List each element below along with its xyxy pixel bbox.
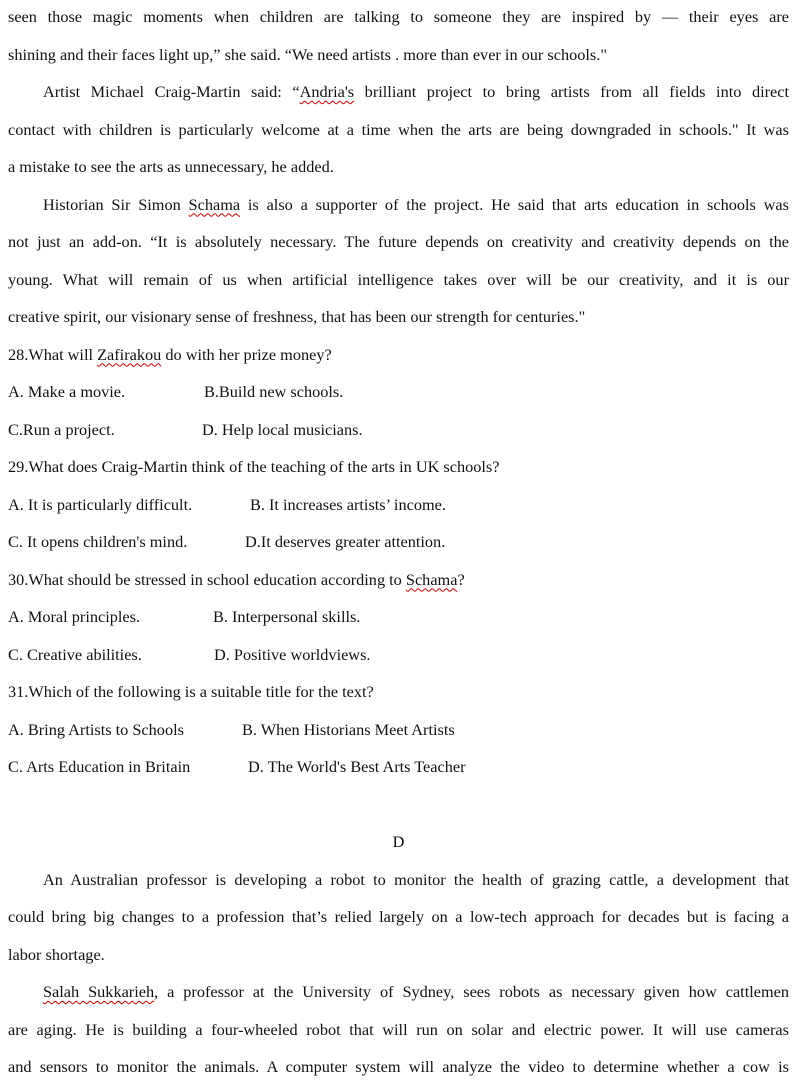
text-line: a mistake to see the arts as unnecessary, he added.: [8, 157, 334, 176]
text-span: do with her prize money?: [161, 344, 332, 364]
option-d[interactable]: D.It deserves greater attention.: [245, 532, 446, 551]
passage-c-paragraph-3: [8, 186, 789, 336]
text-span: 30.What should be stressed in school education according to: [8, 569, 406, 589]
question-item: [8, 336, 789, 449]
text-line: contact with children is particularly welcome at a time when the arts are being downgraded in schools." It was: [8, 119, 789, 139]
text-span: Historian Sir Simon: [43, 194, 189, 214]
option-a[interactable]: A. It is particularly difficult.: [8, 494, 193, 514]
option-row: [8, 411, 789, 449]
option-d[interactable]: D. Help local musicians.: [202, 419, 363, 439]
option-c[interactable]: C. It opens children's mind.: [8, 532, 188, 551]
text-line: young. What will remain of us when artificial intelligence takes over will be our creativity, and it is our: [8, 269, 789, 289]
text-line: not just an add-on. “It is absolutely necessary. The future depends on creativity and creativity depends on the: [8, 232, 789, 251]
option-a[interactable]: A. Moral principles.: [8, 607, 141, 626]
option-c[interactable]: C. Creative abilities.: [8, 644, 142, 664]
text-line: could bring big changes to a profession that’s relied largely on a low-tech approach for decades but is facing a: [8, 907, 789, 926]
option-row: [8, 598, 789, 636]
option-d[interactable]: D. The World's Best Arts Teacher: [248, 757, 466, 776]
text-span: ?: [457, 569, 465, 589]
text-line: are aging. He is building a four-wheeled robot that will run on solar and electric power. It will use cameras: [8, 1019, 789, 1039]
text-line: seen those magic moments when children are talking to someone they are inspired by — their eyes are: [8, 7, 789, 26]
document-page: [8, 0, 789, 1086]
text-span: 31.Which of the following is a suitable title for the text?: [8, 682, 374, 701]
option-row: [8, 373, 789, 411]
option-b[interactable]: B. Interpersonal skills.: [213, 607, 361, 626]
text-line: [8, 73, 789, 111]
marked-name: Zafirakou: [97, 344, 162, 364]
text-span: brilliant project to bring artists from all fields into direct: [354, 82, 790, 101]
text-line: labor shortage.: [8, 944, 105, 964]
text-span: 29.What does Craig-Martin think of the teaching of the arts in UK schools?: [8, 457, 500, 476]
passage-c-paragraph-2: [8, 73, 789, 186]
passage-d-paragraph-2: [8, 973, 789, 1086]
text-span: , a professor at the University of Sydney, sees robots as necessary given how cattlemen: [154, 982, 789, 1001]
marked-name: Schama: [405, 569, 458, 589]
question-stem: [8, 448, 789, 486]
text-line: creative spirit, our visionary sense of freshness, that has been our strength for centuries.": [8, 307, 586, 326]
text-line: shining and their faces light up,” she said. “We need artists . more than ever in our schools.": [8, 44, 607, 64]
option-row: [8, 486, 789, 524]
text-line: An Australian professor is developing a robot to monitor the health of grazing cattle, a development that: [43, 869, 789, 889]
option-row: [8, 523, 789, 561]
question-stem: [8, 561, 789, 599]
option-row: [8, 711, 789, 749]
question-item: [8, 561, 789, 674]
marked-name: Schama: [188, 194, 241, 214]
text-span: Artist Michael Craig-Martin said: “: [43, 82, 300, 101]
option-b[interactable]: B. When Historians Meet Artists: [242, 719, 455, 739]
marked-name: Andria's: [299, 82, 355, 101]
option-b[interactable]: B. It increases artists’ income.: [250, 494, 446, 514]
question-stem: [8, 336, 789, 374]
question-item: [8, 448, 789, 561]
option-a[interactable]: A. Bring Artists to Schools: [8, 719, 184, 739]
text-line: [8, 973, 789, 1011]
section-heading: D: [392, 832, 405, 851]
option-row: [8, 748, 789, 786]
option-c[interactable]: C. Arts Education in Britain: [8, 757, 191, 776]
marked-name: Salah Sukkarieh: [43, 982, 155, 1001]
question-item: [8, 673, 789, 786]
text-span: is also a supporter of the project. He said that arts education in schools was: [240, 194, 789, 214]
passage-c-paragraph-1: [8, 0, 789, 73]
option-c[interactable]: C.Run a project.: [8, 419, 115, 439]
question-stem: [8, 673, 789, 711]
text-line: and sensors to monitor the animals. A computer system will analyze the video to determine whether a cow is: [8, 1057, 789, 1076]
option-b[interactable]: B.Build new schools.: [204, 382, 344, 401]
option-d[interactable]: D. Positive worldviews.: [214, 644, 371, 664]
passage-d-paragraph-1: [8, 861, 789, 974]
option-a[interactable]: A. Make a movie.: [8, 382, 126, 401]
question-list: [8, 336, 789, 786]
text-line: [8, 186, 789, 224]
text-span: 28.What will: [8, 344, 98, 364]
option-row: [8, 636, 789, 674]
